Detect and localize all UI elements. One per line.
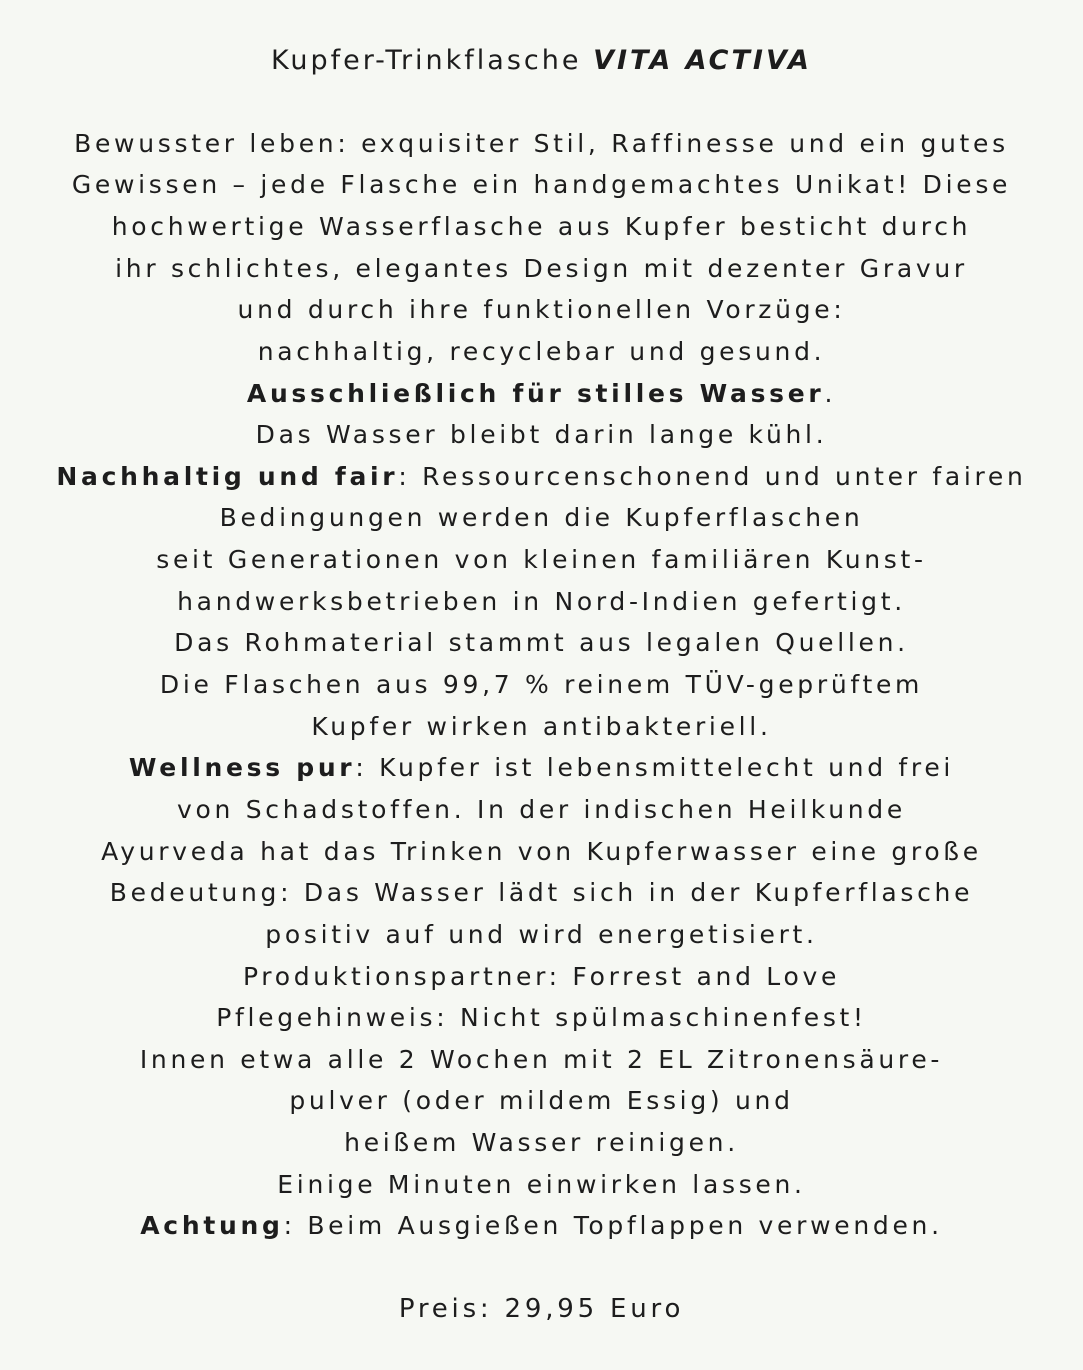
description-line xyxy=(0,539,1083,581)
description-text: von Schadstoffen. In der indischen Heilkunde xyxy=(177,794,906,824)
description-line xyxy=(0,164,1083,206)
description-text: Innen etwa alle 2 Wochen mit 2 EL Zitronensäure- xyxy=(139,1044,944,1074)
description-text: seit Generationen von kleinen familiären Kunst- xyxy=(156,545,927,575)
description-text: Das Wasser bleibt darin lange kühl. xyxy=(255,420,828,450)
description-text: Bedingungen werden die Kupferflaschen xyxy=(219,503,864,533)
price-label: Preis: 29,95 Euro xyxy=(398,1293,685,1324)
description-line xyxy=(0,373,1083,415)
emphasis-text: Ausschließlich für stilles Wasser xyxy=(246,378,825,408)
spacer xyxy=(0,1247,1083,1289)
description-text: : Beim Ausgießen Topflappen verwenden. xyxy=(283,1211,943,1241)
description-line xyxy=(0,706,1083,748)
description-line xyxy=(0,414,1083,456)
description-line xyxy=(0,747,1083,789)
description-line xyxy=(0,831,1083,873)
description-text: : Ressourcenschonend und unter fairen xyxy=(398,461,1027,491)
description-text: Das Rohmaterial stammt aus legalen Quellen. xyxy=(174,628,909,658)
description-line xyxy=(0,581,1083,623)
description-text: heißem Wasser reinigen. xyxy=(344,1128,739,1158)
description-text: Pflegehinweis: Nicht spülmaschinenfest! xyxy=(216,1003,867,1033)
description-text: Gewissen – jede Flasche ein handgemachtes Unikat! Diese xyxy=(71,170,1012,200)
product-description xyxy=(0,123,1083,1247)
description-line xyxy=(0,1080,1083,1122)
description-line xyxy=(0,997,1083,1039)
description-text: handwerksbetrieben in Nord-Indien gefertigt. xyxy=(177,586,906,616)
description-line xyxy=(0,289,1083,331)
description-line xyxy=(0,664,1083,706)
description-line xyxy=(0,206,1083,248)
description-line xyxy=(0,123,1083,165)
description-line xyxy=(0,914,1083,956)
description-line xyxy=(0,872,1083,914)
description-text: . xyxy=(824,378,837,408)
description-text: Die Flaschen aus 99,7 % reinem TÜV-geprüftem xyxy=(159,670,924,700)
description-line xyxy=(0,622,1083,664)
spacer xyxy=(0,81,1083,123)
description-line xyxy=(0,248,1083,290)
description-text: Bedeutung: Das Wasser lädt sich in der Kupferflasche xyxy=(109,878,974,908)
description-text: hochwertige Wasserflasche aus Kupfer besticht durch xyxy=(111,211,972,241)
description-text: und durch ihre funktionellen Vorzüge: xyxy=(237,295,846,325)
description-text: Einige Minuten einwirken lassen. xyxy=(277,1169,806,1199)
emphasis-text: Achtung xyxy=(140,1211,284,1241)
description-line xyxy=(0,497,1083,539)
product-brand: VITA ACTIVA xyxy=(593,45,812,76)
product-title xyxy=(0,40,1083,81)
description-text: nachhaltig, recyclebar und gesund. xyxy=(257,336,826,366)
description-line xyxy=(0,1164,1083,1206)
description-line xyxy=(0,789,1083,831)
description-line xyxy=(0,456,1083,498)
emphasis-text: Wellness pur xyxy=(128,753,356,783)
description-line xyxy=(0,1122,1083,1164)
description-text: Produktionspartner: Forrest and Love xyxy=(242,961,841,991)
emphasis-text: Nachhaltig und fair xyxy=(56,461,399,491)
product-title-text: Kupfer-Trinkflasche xyxy=(271,45,594,76)
description-text: ihr schlichtes, elegantes Design mit dezenter Gravur xyxy=(115,253,968,283)
description-line xyxy=(0,1205,1083,1247)
description-text: Kupfer wirken antibakteriell. xyxy=(311,711,772,741)
description-text: : Kupfer ist lebensmittelecht und frei xyxy=(355,753,955,783)
description-text: positiv auf und wird energetisiert. xyxy=(265,919,818,949)
description-line xyxy=(0,331,1083,373)
description-text: pulver (oder mildem Essig) und xyxy=(289,1086,794,1116)
description-line xyxy=(0,956,1083,998)
description-line xyxy=(0,1039,1083,1081)
description-text: Ayurveda hat das Trinken von Kupferwasser eine große xyxy=(101,836,982,866)
description-text: Bewusster leben: exquisiter Stil, Raffinesse und ein gutes xyxy=(74,128,1009,158)
